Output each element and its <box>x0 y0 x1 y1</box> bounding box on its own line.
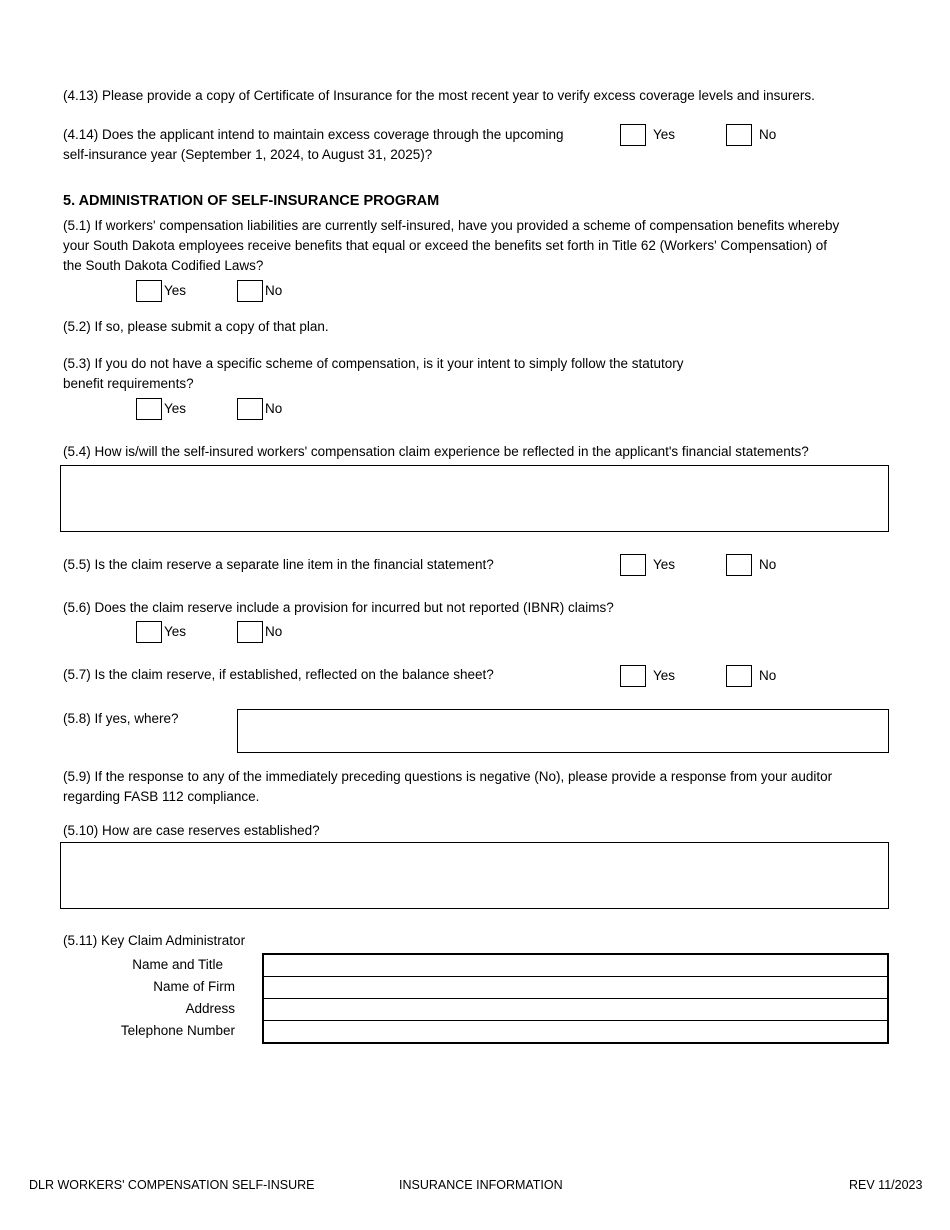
q5-6-yes-checkbox[interactable] <box>136 621 162 643</box>
q5-1-no-label: No <box>265 283 283 298</box>
section-5-heading: 5. ADMINISTRATION OF SELF-INSURANCE PROGRAM <box>63 193 440 209</box>
q5-5-yes-checkbox[interactable] <box>620 554 646 576</box>
q4-14-no-label: No <box>759 127 777 142</box>
q5-1-text-line2: your South Dakota employees receive benefits that equal or exceed the benefits set forth in Title 62 (Workers' Compensation) of <box>63 238 827 253</box>
footer-right: REV 11/2023 <box>849 1178 923 1192</box>
footer-center: INSURANCE INFORMATION <box>399 1178 563 1192</box>
q5-1-yes-label: Yes <box>164 283 187 298</box>
q5-5-text: (5.5) Is the claim reserve a separate line item in the financial statement? <box>63 557 494 572</box>
footer-left: DLR WORKERS' COMPENSATION SELF-INSURE <box>29 1178 315 1192</box>
q5-10-text: (5.10) How are case reserves established? <box>63 823 320 838</box>
q5-10-response-box[interactable] <box>60 842 889 909</box>
q5-6-yes-label: Yes <box>164 624 187 639</box>
q5-1-text-line3: the South Dakota Codified Laws? <box>63 258 264 273</box>
q5-8-response-box[interactable] <box>237 709 889 753</box>
q5-3-no-label: No <box>265 401 283 416</box>
q4-14-text-line1: (4.14) Does the applicant intend to maintain excess coverage through the upcoming <box>63 127 564 142</box>
q5-6-no-checkbox[interactable] <box>237 621 263 643</box>
label-address: Address <box>185 1001 235 1016</box>
q5-5-no-checkbox[interactable] <box>726 554 752 576</box>
label-name-of-firm: Name of Firm <box>153 979 235 994</box>
q5-5-yes-label: Yes <box>653 557 676 572</box>
q5-7-no-checkbox[interactable] <box>726 665 752 687</box>
q4-14-no-checkbox[interactable] <box>726 124 752 146</box>
q5-1-yes-checkbox[interactable] <box>136 280 162 302</box>
q4-14-yes-checkbox[interactable] <box>620 124 646 146</box>
q4-13-text: (4.13) Please provide a copy of Certificate of Insurance for the most recent year to verify excess coverage levels and insurers. <box>63 88 815 103</box>
label-telephone-number: Telephone Number <box>120 1023 235 1038</box>
q5-6-no-label: No <box>265 624 283 639</box>
q5-3-yes-label: Yes <box>164 401 187 416</box>
name-of-firm-field[interactable] <box>264 977 887 999</box>
q5-7-yes-checkbox[interactable] <box>620 665 646 687</box>
q5-4-text: (5.4) How is/will the self-insured workers' compensation claim experience be reflected in the applicant's financial statements? <box>63 444 809 459</box>
q4-14-yes-label: Yes <box>653 127 676 142</box>
q5-7-no-label: No <box>759 668 777 683</box>
address-field[interactable] <box>264 999 887 1021</box>
q5-1-text-line1: (5.1) If workers' compensation liabilities are currently self-insured, have you provided a scheme of compensation benefits whereby <box>63 218 840 233</box>
q5-7-yes-label: Yes <box>653 668 676 683</box>
q5-3-yes-checkbox[interactable] <box>136 398 162 420</box>
q5-2-text: (5.2) If so, please submit a copy of that plan. <box>63 319 329 334</box>
q5-8-text: (5.8) If yes, where? <box>63 711 179 726</box>
q5-11-text: (5.11) Key Claim Administrator <box>63 933 246 948</box>
q5-6-text: (5.6) Does the claim reserve include a provision for incurred but not reported (IBNR) claims? <box>63 600 614 615</box>
label-name-and-title: Name and Title <box>132 957 223 972</box>
q5-3-text-line1: (5.3) If you do not have a specific scheme of compensation, is it your intent to simply follow the statutory <box>63 356 684 371</box>
q5-1-no-checkbox[interactable] <box>237 280 263 302</box>
q5-3-text-line2: benefit requirements? <box>63 376 194 391</box>
q4-14-text-line2: self-insurance year (September 1, 2024, to August 31, 2025)? <box>63 147 433 162</box>
name-and-title-field[interactable] <box>264 955 887 977</box>
telephone-number-field[interactable] <box>264 1021 887 1042</box>
q5-7-text: (5.7) Is the claim reserve, if established, reflected on the balance sheet? <box>63 667 494 682</box>
key-claim-administrator-table <box>262 953 889 1044</box>
q5-4-response-box[interactable] <box>60 465 889 532</box>
q5-5-no-label: No <box>759 557 777 572</box>
q5-9-text-line2: regarding FASB 112 compliance. <box>63 789 260 804</box>
q5-3-no-checkbox[interactable] <box>237 398 263 420</box>
q5-9-text-line1: (5.9) If the response to any of the immediately preceding questions is negative (No), please provide a response from your auditor <box>63 769 833 784</box>
